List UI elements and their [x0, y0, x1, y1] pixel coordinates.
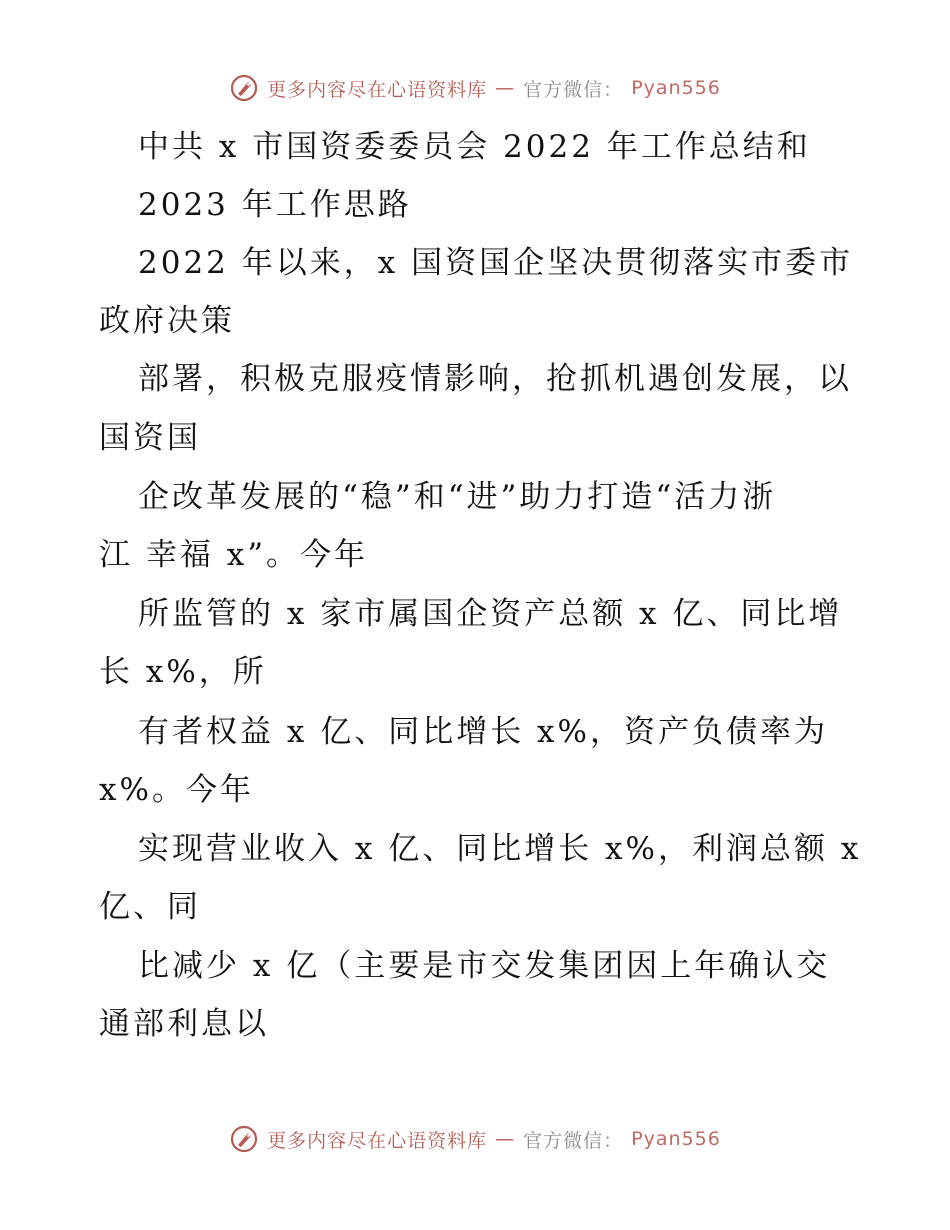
paragraph-line: 比减少 x 亿（主要是市交发集团因上年确认交 [138, 948, 831, 984]
paragraph-line: 通部利息以 [99, 1006, 269, 1042]
pen-nib-icon [229, 1124, 259, 1154]
watermark-dash: — [495, 1128, 516, 1150]
paragraph-line: 有者权益 x 亿、同比增长 x%，资产负债率为 [138, 714, 828, 750]
paragraph-line: 所监管的 x 家市属国企资产总额 x 亿、同比增 [138, 596, 843, 632]
watermark-text: 更多内容尽在心语资料库 [267, 78, 488, 101]
paragraph-line: 2022 年以来，x 国资国企坚决贯彻落实市委市 [138, 245, 854, 281]
watermark-wechat-label: 官方微信： [523, 78, 624, 101]
header-watermark [0, 73, 950, 103]
document-title-line-2: 2023 年工作思路 [138, 187, 412, 223]
watermark-wechat-id: Pyan556 [631, 77, 721, 99]
pen-nib-icon [229, 73, 259, 103]
paragraph-line: 国资国 [99, 420, 201, 456]
watermark-dash: — [495, 77, 516, 99]
watermark-text: 更多内容尽在心语资料库 [267, 1129, 488, 1152]
paragraph-line: 江 幸福 x”。今年 [99, 537, 369, 573]
paragraph-line: 长 x%，所 [99, 654, 267, 690]
paragraph-line: 企改革发展的“稳”和“进”助力打造“活力浙 [138, 479, 777, 515]
paragraph-line: 亿、同 [99, 889, 201, 925]
document-title-line-1: 中共 x 市国资委委员会 2022 年工作总结和 [138, 129, 811, 165]
paragraph-line: 政府决策 [99, 303, 235, 339]
paragraph-line: x%。今年 [99, 772, 254, 808]
watermark-wechat-label: 官方微信： [523, 1129, 624, 1152]
watermark-wechat-id: Pyan556 [631, 1128, 721, 1150]
paragraph-line: 部署，积极克服疫情影响，抢抓机遇创发展，以 [138, 361, 852, 397]
footer-watermark [0, 1124, 950, 1154]
paragraph-line: 实现营业收入 x 亿、同比增长 x%，利润总额 x [138, 831, 862, 867]
